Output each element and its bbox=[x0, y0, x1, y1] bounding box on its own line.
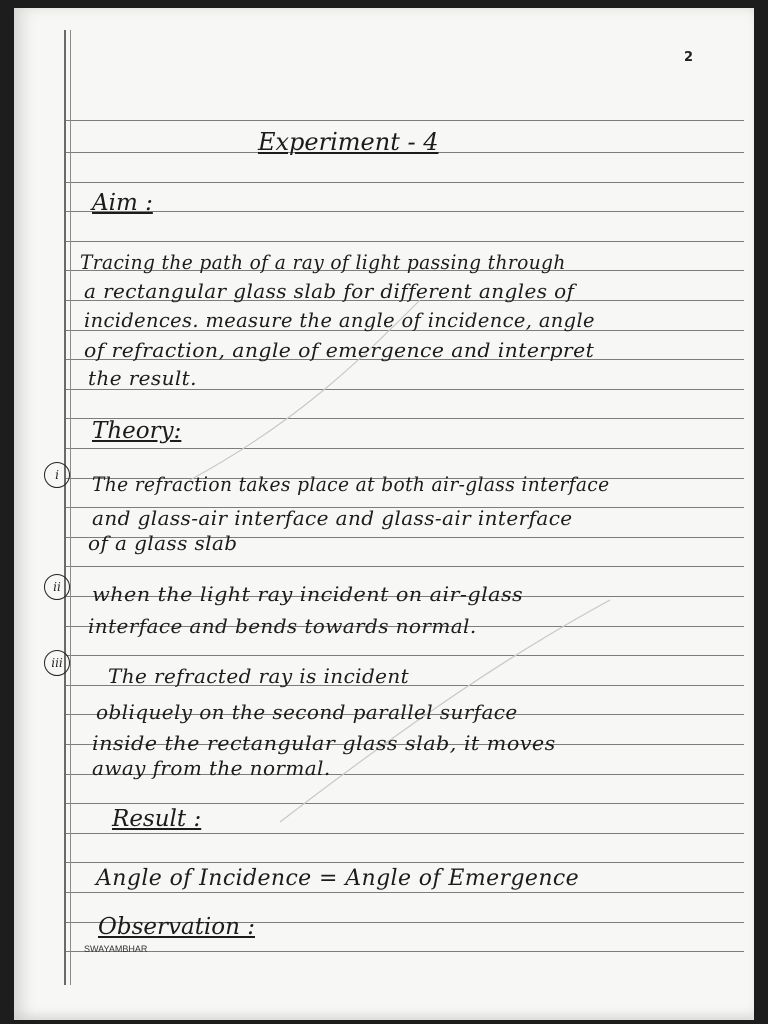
ruled-line bbox=[64, 655, 744, 656]
margin-line-inner bbox=[70, 30, 71, 985]
theory-line: away from the normal. bbox=[92, 756, 331, 780]
aim-line: a rectangular glass slab for different angles of bbox=[84, 279, 575, 303]
point-marker: iii bbox=[44, 650, 70, 676]
aim-line: the result. bbox=[88, 366, 197, 390]
aim-line: Tracing the path of a ray of light passing through bbox=[80, 250, 566, 274]
theory-line: The refracted ray is incident bbox=[108, 664, 410, 688]
theory-heading: Theory: bbox=[92, 418, 182, 444]
ruled-line bbox=[64, 448, 744, 449]
notebook-brand: SWAYAMBHAR bbox=[84, 944, 148, 954]
observation-heading: Observation : bbox=[98, 914, 256, 940]
ruled-line bbox=[64, 803, 744, 804]
theory-line: The refraction takes place at both air-glass interface bbox=[92, 472, 610, 496]
ruled-line bbox=[64, 182, 744, 183]
theory-line: when the light ray incident on air-glass bbox=[92, 582, 524, 606]
result-heading: Result : bbox=[112, 806, 202, 832]
ruled-line bbox=[64, 566, 744, 567]
theory-line: inside the rectangular glass slab, it moves bbox=[92, 731, 556, 755]
point-marker: i bbox=[44, 462, 70, 488]
theory-line: and glass-air interface and glass-air interface bbox=[92, 506, 573, 530]
page-number: 2 bbox=[684, 50, 694, 65]
ruled-line bbox=[64, 951, 744, 952]
theory-line: interface and bends towards normal. bbox=[88, 614, 477, 638]
margin-line bbox=[64, 30, 66, 985]
ruled-line bbox=[64, 241, 744, 242]
aim-line: incidences. measure the angle of incidence, angle bbox=[84, 308, 595, 332]
theory-line: of a glass slab bbox=[88, 531, 238, 555]
ruled-line bbox=[64, 892, 744, 893]
ruled-line bbox=[64, 833, 744, 834]
ruled-line bbox=[64, 120, 744, 121]
theory-line: obliquely on the second parallel surface bbox=[96, 700, 518, 724]
aim-line: of refraction, angle of emergence and interpret bbox=[84, 338, 595, 362]
ruled-line bbox=[64, 862, 744, 863]
point-marker: ii bbox=[44, 574, 70, 600]
aim-heading: Aim : bbox=[92, 190, 153, 216]
page-title: Experiment - 4 bbox=[258, 128, 439, 156]
ruled-line bbox=[64, 211, 744, 212]
result-statement: Angle of Incidence = Angle of Emergence bbox=[96, 866, 580, 891]
